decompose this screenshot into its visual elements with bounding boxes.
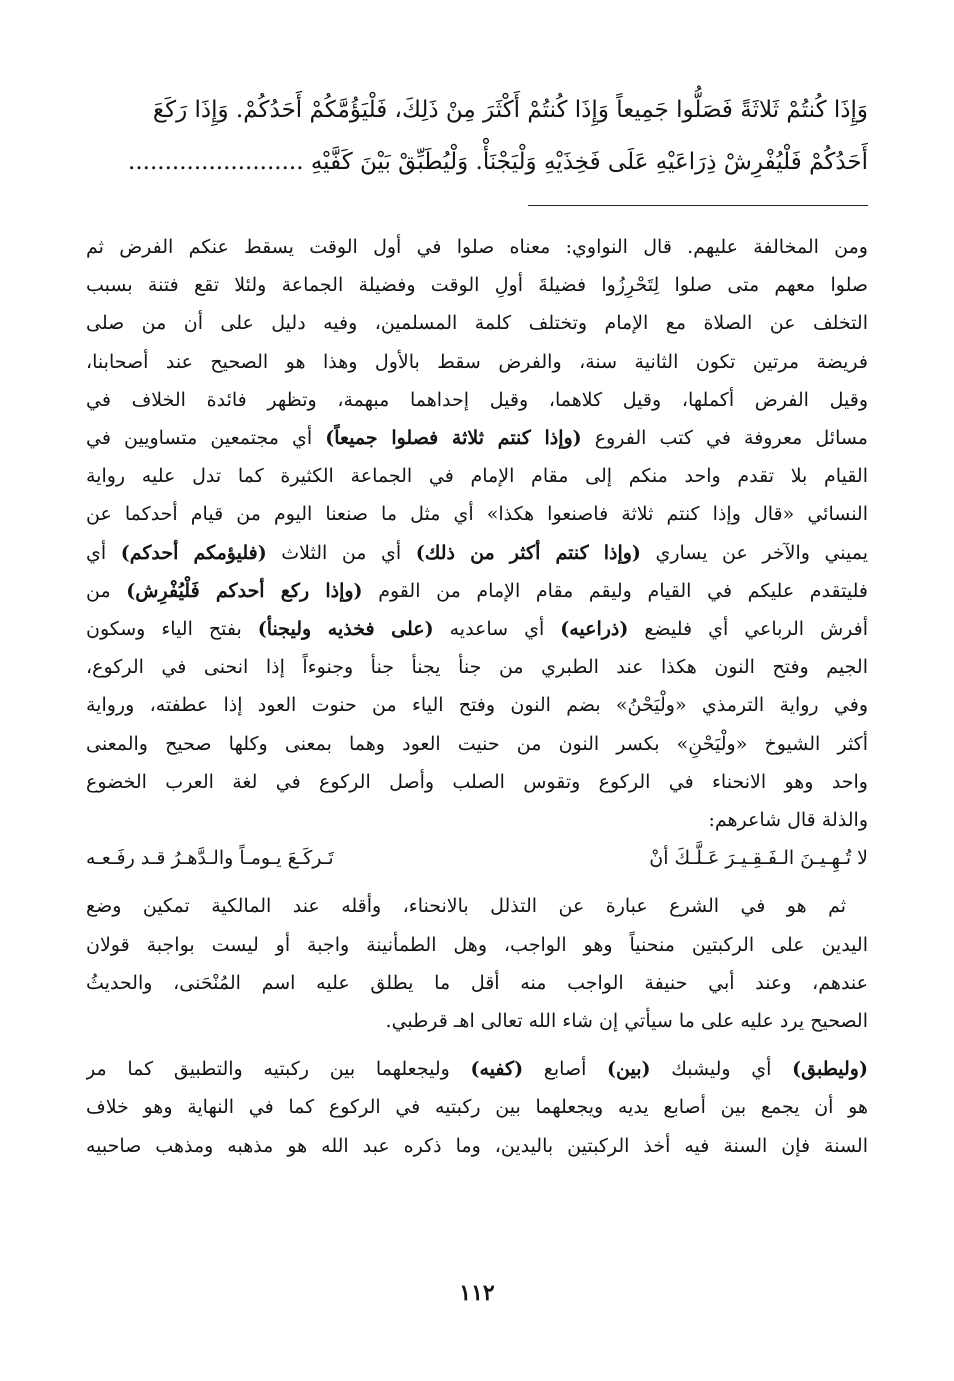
- commentary-line: صلوا معهم متى صلوا لِتَحْرِزُوا فضيلةَ أولِ الوقت وفضيلة الجماعة ولئلا تقع فتنة بسبب: [86, 274, 868, 297]
- hadith-quote: (بين): [607, 1058, 651, 1081]
- commentary-line: ومن المخالفة عليهم. قال النواوي: معناه صلوا في أول الوقت يسقط عنكم الفرض ثم: [86, 236, 868, 258]
- commentary-line: [86, 534, 868, 572]
- commentary-line: ثم هو في الشرع عبارة عن التذلل بالانحناء، وأقله عند المالكية تمكين وضع: [86, 895, 846, 918]
- commentary-line: وقيل الفرض أكملها، وقيل كلاهما، وقيل إحداهما مبهمة، وتظهر فائدة الخلاف في: [86, 388, 868, 411]
- hadith-line-1: وَإِذَا كُنتُمْ ثَلاثَةً فَصَلُّوا جَمِيعاً وَإِذَا كُنتُمْ أَكْثَرَ مِنْ ذَلِكَ، فَلْيَؤُمَّكُمْ أَحَدُكُمْ. وَإِذَا رَكَعَ: [152, 97, 868, 123]
- commentary-line: أكثر الشيوخ «ولْيَحْنِ» بكسر النون من حنيت العود وهما بمعنى وكلها صحيح والمعنى: [86, 732, 868, 755]
- commentary-line: السنة فإن السنة فيه أخذ الركبتين باليدين، وما ذكره عبد الله هو مذهبه ومذهب صاحبيه: [86, 1134, 868, 1157]
- commentary-line: عندهم، وعند أبي حنيفة الواجب منه أقل ما يطلق عليه اسم المُنْحَنى، والحديثُ: [86, 971, 868, 994]
- commentary-segment: بفتح الياء وسكون: [86, 618, 242, 641]
- commentary-segment: أي مجتمعين متساويين في: [86, 427, 313, 450]
- commentary-line: [86, 610, 868, 648]
- commentary-segment: أي ساعديه: [449, 618, 545, 641]
- commentary-segment: أصابع: [543, 1058, 587, 1081]
- commentary-line: والذلة قال شاعرهم:: [708, 809, 868, 832]
- commentary-segment: أي وليشبك: [671, 1058, 772, 1081]
- commentary-segment: فليتقدم عليكم في القيام وليقم مقام الإمام من القوم: [378, 579, 868, 602]
- commentary-line: [86, 572, 868, 610]
- commentary-segment: مسائل معروفة في كتب الفروع: [594, 427, 868, 450]
- hadith-line-2: أَحَدُكُمْ فَلْيُفْرِشْ ذِرَاعَيْهِ عَلَى فَخِذَيْهِ وَلْيَجْنَأْ. وَلْيُطَبِّقْ بَيْنَ كَفَّيْهِ ........................: [128, 149, 868, 175]
- hadith-quote: (وإذا كنتم ثلاثة فصلوا جميعاً): [325, 427, 582, 450]
- paragraph-gap: [86, 1040, 868, 1050]
- commentary-line: النسائي «قال وإذا كنتم ثلاثة فاصنعوا هكذا» أي مثل ما صنعنا اليوم من قيام أحدكما عن: [86, 503, 868, 526]
- commentary-segment: أي من الثلاث: [281, 541, 402, 564]
- commentary-segment: من: [86, 579, 111, 602]
- hadith-quote: (فليؤمكم أحدكم): [120, 541, 267, 564]
- commentary-line: الجيم وفتح النون هكذا عند الطبري من جنأ يجنأ جنأ وجنوءاً إذا انحنى في الركوع،: [86, 656, 868, 679]
- commentary-line: هو أن يجمع بين أصابع يديه ويجعلهما بين ركبتيه في الركوع كما في النهاية وهو خلاف: [86, 1096, 868, 1119]
- verse-first-hemistich: لا تُـهِـيـنَ الـفَـقِـيـرَ عَـلَّـكَ أنْ: [649, 847, 868, 870]
- commentary-segment: يميني والآخر عن يساري: [655, 541, 868, 564]
- commentary-line: [86, 419, 868, 457]
- hadith-quote: (ذراعيه): [560, 618, 629, 641]
- commentary-line: [86, 1050, 868, 1088]
- commentary-line: التخلف عن الصلاة مع الإمام وتختلف كلمة المسلمين، وفيه دليل على أن من صلى: [86, 312, 868, 335]
- hadith-quote: (على فخذيه وليجنأ): [257, 618, 434, 641]
- commentary-line: الصحيح يرد عليه على ما سيأتي إن شاء الله تعالى اهـ قرطبي.: [385, 1010, 868, 1033]
- hadith-text: [86, 84, 868, 188]
- commentary-segment: أي: [86, 541, 107, 564]
- hadith-quote: (وإذا كنتم أكثر من ذلك): [415, 541, 641, 564]
- commentary-line: اليدين على الركبتين منحنياً وهو الواجب، وهل الطمأنينة واجبة أو ليست بواجبة قولان: [86, 933, 868, 956]
- poetry-verse: [86, 839, 868, 877]
- hadith-quote: (كفيه): [470, 1058, 524, 1081]
- commentary-segment: وليجعلهما بين ركبتيه والتطبيق كما مر: [86, 1058, 450, 1081]
- commentary-line: القيام بلا تقدم واحد منكم إلى مقام الإمام في الجماعة الكثيرة كما تدل عليه رواية: [86, 465, 868, 488]
- commentary-line: فريضة مرتين تكون الثانية سنة، والفرض سقط بالأول وهذا هو الصحيح عند أصحابنا،: [86, 350, 868, 373]
- paragraph-gap: [86, 877, 868, 887]
- commentary-line: واحد وهو الانحناء في الركوع وتقوس الصلب وأصل الركوع في لغة العرب الخضوع: [86, 770, 868, 793]
- footnote-divider: [528, 205, 868, 206]
- commentary-segment: أفرش الرباعي أي فليضع: [644, 618, 868, 641]
- page-number: ١١٢: [459, 1280, 495, 1306]
- commentary-line: وفي رواية الترمذي «ولْيَحْنُ» بضم النون وفتح الياء من حنوت العود إذا عطفته، ورواية: [86, 694, 868, 717]
- hadith-quote: (وإذا ركع أحدكم فَلْيُفْرِش): [126, 579, 363, 602]
- hadith-quote: (وليطبق): [792, 1058, 868, 1081]
- verse-second-hemistich: تَـركَـعَ يـومـاً والـدَّهـرُ قـد رفَـعـه: [86, 847, 334, 870]
- commentary-text: [86, 228, 868, 1165]
